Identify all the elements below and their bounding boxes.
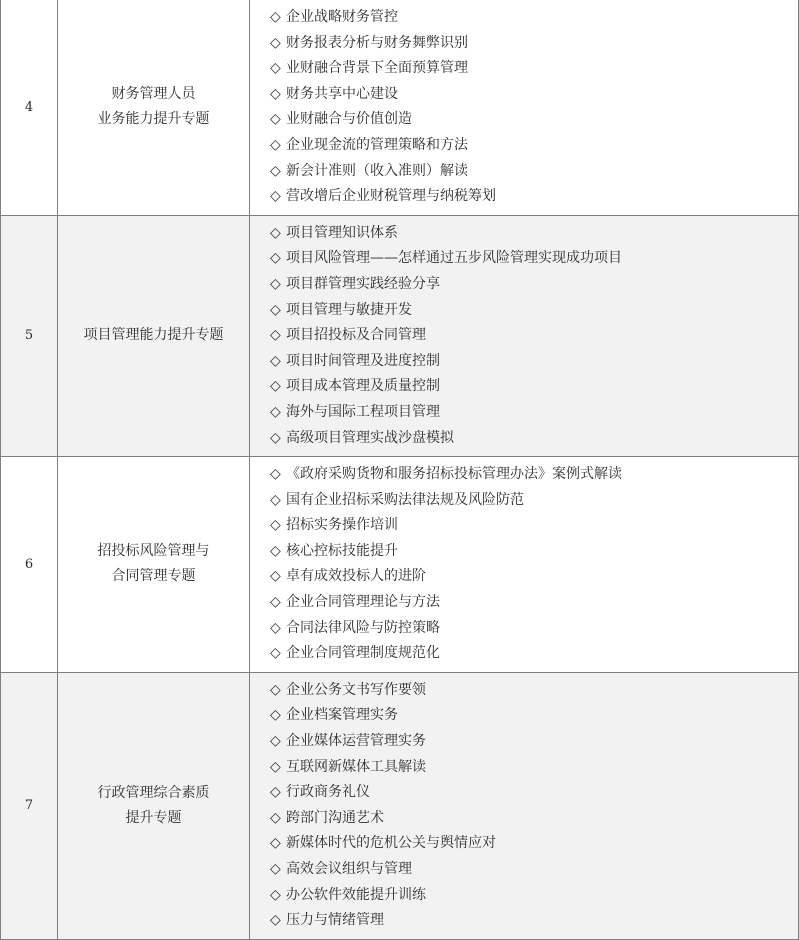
list-item	[270, 221, 798, 247]
diamond-bullet-icon: ◇	[270, 378, 281, 395]
course-list	[250, 457, 799, 673]
table-row	[1, 0, 799, 215]
diamond-bullet-icon: ◇	[270, 491, 281, 508]
row-number: 5	[1, 215, 58, 456]
topic-title	[58, 215, 250, 456]
list-item	[270, 755, 798, 781]
course-name: 项目风险管理——怎样通过五步风险管理实现成功项目	[286, 250, 622, 267]
course-name: 营改增后企业财税管理与纳税筹划	[286, 188, 496, 205]
diamond-bullet-icon: ◇	[270, 594, 281, 611]
list-item	[270, 400, 798, 426]
diamond-bullet-icon: ◇	[270, 9, 281, 25]
course-list	[250, 0, 799, 215]
list-item	[270, 133, 798, 159]
list-item	[270, 462, 798, 488]
course-name: 高效会议组织与管理	[286, 861, 412, 877]
course-name: 项目成本管理及质量控制	[286, 378, 440, 395]
course-name: 合同法律风险与防控策略	[286, 619, 440, 636]
diamond-bullet-icon: ◇	[270, 733, 281, 750]
list-item	[270, 349, 798, 375]
diamond-bullet-icon: ◇	[270, 327, 281, 344]
list-item	[270, 703, 798, 729]
course-name: 企业合同管理制度规范化	[286, 645, 440, 662]
topic-title	[58, 0, 250, 215]
list-item	[270, 883, 798, 909]
list-item	[270, 159, 798, 185]
diamond-bullet-icon: ◇	[270, 60, 281, 77]
table-row	[1, 215, 799, 456]
topic-title-line: 提升专题	[125, 809, 182, 826]
course-name: 项目招投标及合同管理	[286, 327, 426, 344]
diamond-bullet-icon: ◇	[270, 224, 281, 241]
list-item	[270, 616, 798, 642]
topic-title-line: 财务管理人员	[111, 86, 196, 103]
diamond-bullet-icon: ◇	[270, 861, 281, 877]
diamond-bullet-icon: ◇	[270, 403, 281, 420]
course-name: 核心控标技能提升	[286, 542, 398, 559]
row-number: 6	[1, 457, 58, 673]
course-name: 企业现金流的管理策略和方法	[286, 136, 468, 153]
diamond-bullet-icon: ◇	[270, 466, 281, 483]
list-item	[270, 374, 798, 400]
course-name: 项目管理知识体系	[286, 224, 398, 241]
diamond-bullet-icon: ◇	[270, 136, 281, 153]
diamond-bullet-icon: ◇	[270, 784, 281, 801]
list-item	[270, 107, 798, 133]
course-name: 项目群管理实践经验分享	[286, 275, 440, 292]
diamond-bullet-icon: ◇	[270, 758, 281, 775]
list-item	[270, 729, 798, 755]
list-item	[270, 323, 798, 349]
list-item	[270, 590, 798, 616]
course-name: 财务共享中心建设	[286, 85, 398, 102]
diamond-bullet-icon: ◇	[270, 681, 281, 698]
course-list	[250, 672, 799, 939]
course-name: 新会计准则（收入准则）解读	[286, 162, 468, 179]
diamond-bullet-icon: ◇	[270, 275, 281, 292]
topic-title	[58, 457, 250, 673]
diamond-bullet-icon: ◇	[270, 85, 281, 102]
diamond-bullet-icon: ◇	[270, 34, 281, 51]
course-name: 企业档案管理实务	[286, 707, 398, 724]
diamond-bullet-icon: ◇	[270, 886, 281, 903]
list-item	[270, 908, 798, 934]
topic-title-line: 业务能力提升专题	[97, 111, 210, 128]
list-item	[270, 539, 798, 565]
diamond-bullet-icon: ◇	[270, 162, 281, 179]
list-item	[270, 678, 798, 704]
course-name: 压力与情绪管理	[286, 912, 384, 929]
diamond-bullet-icon: ◇	[270, 835, 281, 852]
course-name: 国有企业招标采购法律法规及风险防范	[286, 491, 524, 508]
course-list	[250, 215, 799, 456]
list-item	[270, 56, 798, 82]
topic-title	[58, 672, 250, 939]
course-name: 行政商务礼仪	[286, 784, 370, 801]
course-name: 企业媒体运营管理实务	[286, 733, 426, 750]
diamond-bullet-icon: ◇	[270, 568, 281, 585]
list-item	[270, 426, 798, 452]
course-name: 项目管理与敏捷开发	[286, 301, 412, 318]
course-name: 业财融合与价值创造	[286, 111, 412, 128]
list-item	[270, 5, 798, 31]
course-name: 企业公务文书写作要领	[286, 681, 426, 698]
course-name: 招标实务操作培训	[286, 517, 398, 534]
list-item	[270, 246, 798, 272]
list-item	[270, 564, 798, 590]
list-item	[270, 513, 798, 539]
row-number: 4	[1, 0, 58, 215]
course-name: 跨部门沟通艺术	[286, 809, 384, 826]
topic-title-line: 合同管理专题	[111, 568, 196, 585]
diamond-bullet-icon: ◇	[270, 707, 281, 724]
table-row	[1, 457, 799, 673]
course-name: 互联网新媒体工具解读	[286, 758, 426, 775]
list-item	[270, 641, 798, 667]
diamond-bullet-icon: ◇	[270, 542, 281, 559]
course-name: 企业战略财务管控	[286, 9, 398, 25]
diamond-bullet-icon: ◇	[270, 111, 281, 128]
list-item	[270, 780, 798, 806]
list-item	[270, 831, 798, 857]
course-name: 财务报表分析与财务舞弊识别	[286, 34, 468, 51]
diamond-bullet-icon: ◇	[270, 250, 281, 267]
course-name: 《政府采购货物和服务招标投标管理办法》案例式解读	[286, 466, 622, 483]
list-item	[270, 272, 798, 298]
topic-title-line: 项目管理能力提升专题	[83, 327, 224, 344]
diamond-bullet-icon: ◇	[270, 619, 281, 636]
list-item	[270, 488, 798, 514]
diamond-bullet-icon: ◇	[270, 912, 281, 929]
topic-title-line: 招投标风险管理与	[97, 543, 210, 560]
list-item	[270, 298, 798, 324]
course-name: 企业合同管理理论与方法	[286, 594, 440, 611]
topic-title-line: 行政管理综合素质	[97, 784, 210, 801]
list-item	[270, 857, 798, 883]
diamond-bullet-icon: ◇	[270, 429, 281, 446]
course-name: 业财融合背景下全面预算管理	[286, 60, 468, 77]
diamond-bullet-icon: ◇	[270, 645, 281, 662]
course-name: 项目时间管理及进度控制	[286, 352, 440, 369]
row-number: 7	[1, 672, 58, 939]
list-item	[270, 31, 798, 57]
course-name: 办公软件效能提升训练	[286, 886, 426, 903]
diamond-bullet-icon: ◇	[270, 301, 281, 318]
course-name: 海外与国际工程项目管理	[286, 403, 440, 420]
list-item	[270, 184, 798, 210]
diamond-bullet-icon: ◇	[270, 352, 281, 369]
diamond-bullet-icon: ◇	[270, 809, 281, 826]
course-name: 高级项目管理实战沙盘模拟	[286, 429, 454, 446]
course-name: 卓有成效投标人的进阶	[286, 568, 426, 585]
course-name: 新媒体时代的危机公关与舆情应对	[286, 835, 496, 852]
diamond-bullet-icon: ◇	[270, 517, 281, 534]
list-item	[270, 82, 798, 108]
diamond-bullet-icon: ◇	[270, 188, 281, 205]
table-row	[1, 672, 799, 939]
list-item	[270, 806, 798, 832]
